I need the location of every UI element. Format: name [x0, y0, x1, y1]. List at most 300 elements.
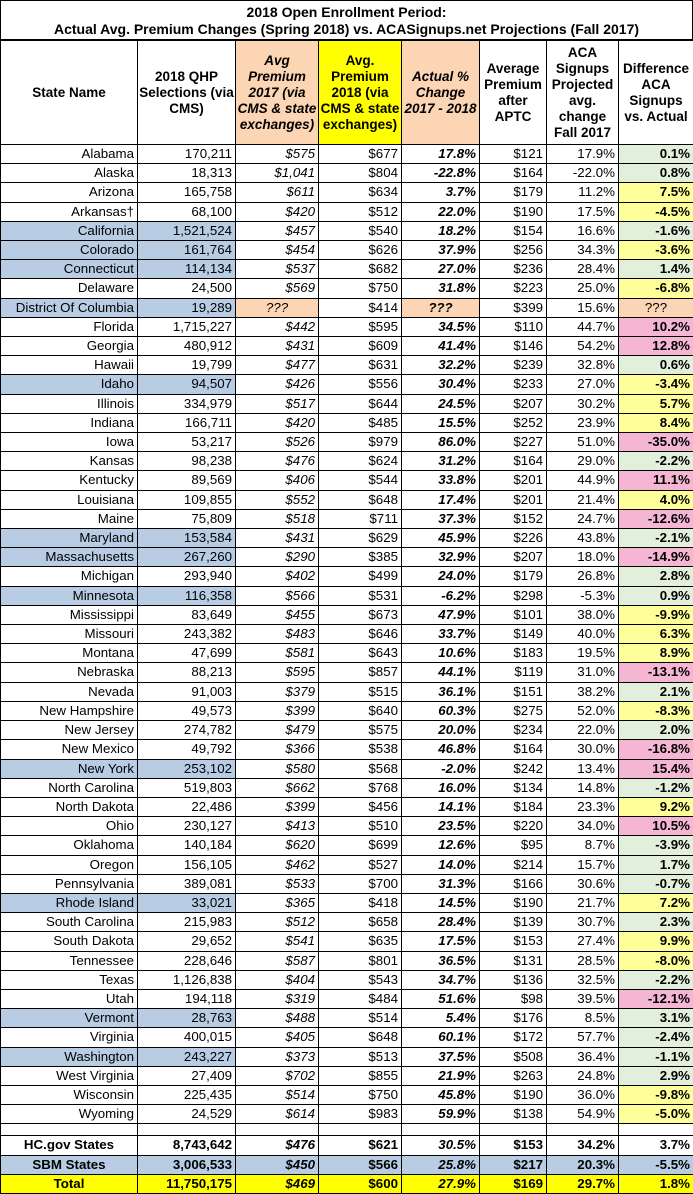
actual-change: -6.2% [402, 586, 480, 605]
qhp-selections: 114,134 [138, 260, 236, 279]
qhp-selections: 28,763 [138, 1009, 236, 1028]
actual-change: 3.7% [402, 183, 480, 202]
qhp-selections: 1,521,524 [138, 221, 236, 240]
premium-after-aptc: $172 [480, 1028, 547, 1047]
table-row [1, 413, 693, 432]
premium-2017: $566 [236, 586, 319, 605]
difference: 10.2% [619, 317, 693, 336]
actual-change: 23.5% [402, 817, 480, 836]
projected-change: 15.7% [547, 855, 619, 874]
state-name: Illinois [1, 394, 138, 413]
difference: -12.6% [619, 509, 693, 528]
header-difference: Difference ACA Signups vs. Actual [619, 41, 693, 145]
state-name: Hawaii [1, 356, 138, 375]
premium-2018: $510 [319, 817, 402, 836]
premium-2017: $406 [236, 471, 319, 490]
premium-2018: $804 [319, 164, 402, 183]
premium-2018: $640 [319, 701, 402, 720]
projected-change: 27.0% [547, 375, 619, 394]
difference: 2.0% [619, 721, 693, 740]
qhp-selections: 33,021 [138, 893, 236, 912]
gap-cell [547, 1124, 619, 1136]
actual-change: 37.9% [402, 241, 480, 260]
premium-2018: $700 [319, 874, 402, 893]
premium-2018: $556 [319, 375, 402, 394]
table-row [1, 317, 693, 336]
summary-body [1, 1124, 693, 1194]
difference: -0.7% [619, 874, 693, 893]
projected-change: 51.0% [547, 433, 619, 452]
premium-2018: $979 [319, 433, 402, 452]
premium-2017: $526 [236, 433, 319, 452]
difference: -14.9% [619, 548, 693, 567]
gap-row [1, 1124, 693, 1136]
qhp-selections: 98,238 [138, 452, 236, 471]
projected-change: 36.4% [547, 1047, 619, 1066]
qhp-selections: 91,003 [138, 682, 236, 701]
premium-after-aptc: $220 [480, 817, 547, 836]
premium-after-aptc: $146 [480, 337, 547, 356]
actual-change: -2.0% [402, 759, 480, 778]
projected-change: 30.2% [547, 394, 619, 413]
difference: -16.8% [619, 740, 693, 759]
table-row [1, 375, 693, 394]
premium-2017: $365 [236, 893, 319, 912]
qhp-selections: 47,699 [138, 644, 236, 663]
qhp-selections: 49,792 [138, 740, 236, 759]
actual-change: ??? [402, 298, 480, 317]
actual-change: 14.1% [402, 797, 480, 816]
difference: -4.5% [619, 202, 693, 221]
state-name: Pennsylvania [1, 874, 138, 893]
summary-aptc: $153 [480, 1136, 547, 1155]
table-row [1, 932, 693, 951]
actual-change: 10.6% [402, 644, 480, 663]
premium-after-aptc: $399 [480, 298, 547, 317]
summary-label: Total [1, 1174, 138, 1193]
premium-2018: $544 [319, 471, 402, 490]
premium-2018: $983 [319, 1105, 402, 1124]
projected-change: 18.0% [547, 548, 619, 567]
premium-2017: $533 [236, 874, 319, 893]
premium-after-aptc: $179 [480, 183, 547, 202]
state-name: North Dakota [1, 797, 138, 816]
premium-after-aptc: $134 [480, 778, 547, 797]
state-name: Idaho [1, 375, 138, 394]
qhp-selections: 94,507 [138, 375, 236, 394]
qhp-selections: 228,646 [138, 951, 236, 970]
summary-aptc: $169 [480, 1174, 547, 1193]
difference: ??? [619, 298, 693, 317]
state-name: Tennessee [1, 951, 138, 970]
difference: 1.7% [619, 855, 693, 874]
difference: -6.8% [619, 279, 693, 298]
qhp-selections: 1,715,227 [138, 317, 236, 336]
state-name: Wyoming [1, 1105, 138, 1124]
premium-2018: $456 [319, 797, 402, 816]
actual-change: 15.5% [402, 413, 480, 432]
table-row [1, 817, 693, 836]
premium-2018: $677 [319, 145, 402, 164]
premium-after-aptc: $234 [480, 721, 547, 740]
premium-2017: $702 [236, 1066, 319, 1085]
qhp-selections: 89,569 [138, 471, 236, 490]
gap-cell [236, 1124, 319, 1136]
projected-change: 8.5% [547, 1009, 619, 1028]
premium-after-aptc: $136 [480, 970, 547, 989]
premium-2017: $569 [236, 279, 319, 298]
projected-change: 39.5% [547, 989, 619, 1008]
premium-2018: $484 [319, 989, 402, 1008]
state-name: Mississippi [1, 605, 138, 624]
state-name: Delaware [1, 279, 138, 298]
premium-after-aptc: $153 [480, 932, 547, 951]
state-name: Minnesota [1, 586, 138, 605]
premium-after-aptc: $164 [480, 164, 547, 183]
projected-change: 21.7% [547, 893, 619, 912]
premium-after-aptc: $154 [480, 221, 547, 240]
state-name: New Jersey [1, 721, 138, 740]
premium-after-aptc: $233 [480, 375, 547, 394]
premium-after-aptc: $183 [480, 644, 547, 663]
premium-2017: $399 [236, 797, 319, 816]
state-name: Oklahoma [1, 836, 138, 855]
table-row [1, 452, 693, 471]
premium-2018: $750 [319, 279, 402, 298]
projected-change: 43.8% [547, 529, 619, 548]
difference: 7.2% [619, 893, 693, 912]
actual-change: 60.3% [402, 701, 480, 720]
actual-change: 31.2% [402, 452, 480, 471]
state-name: Montana [1, 644, 138, 663]
gap-cell [1, 1124, 138, 1136]
premium-2018: $673 [319, 605, 402, 624]
actual-change: 28.4% [402, 913, 480, 932]
difference: -1.2% [619, 778, 693, 797]
premium-2018: $418 [319, 893, 402, 912]
state-name: Missouri [1, 625, 138, 644]
projected-change: 30.0% [547, 740, 619, 759]
premium-2017: $518 [236, 509, 319, 528]
actual-change: 51.6% [402, 989, 480, 1008]
projected-change: 11.2% [547, 183, 619, 202]
projected-change: 34.0% [547, 817, 619, 836]
qhp-selections: 170,211 [138, 145, 236, 164]
premium-after-aptc: $119 [480, 663, 547, 682]
actual-change: 36.1% [402, 682, 480, 701]
actual-change: 36.5% [402, 951, 480, 970]
qhp-selections: 389,081 [138, 874, 236, 893]
projected-change: 15.6% [547, 298, 619, 317]
table-row [1, 241, 693, 260]
projected-change: 57.7% [547, 1028, 619, 1047]
premium-after-aptc: $164 [480, 452, 547, 471]
header-premium-2017: Avg Premium 2017 (via CMS & state exchanges) [236, 41, 319, 145]
difference: 7.5% [619, 183, 693, 202]
premium-after-aptc: $184 [480, 797, 547, 816]
premium-after-aptc: $138 [480, 1105, 547, 1124]
premium-2018: $646 [319, 625, 402, 644]
difference: 0.8% [619, 164, 693, 183]
state-name: Texas [1, 970, 138, 989]
table-row [1, 490, 693, 509]
premium-after-aptc: $131 [480, 951, 547, 970]
state-name: District Of Columbia [1, 298, 138, 317]
premium-after-aptc: $110 [480, 317, 547, 336]
state-name: Michigan [1, 567, 138, 586]
summary-diff: -5.5% [619, 1155, 693, 1174]
actual-change: 14.5% [402, 893, 480, 912]
projected-change: 38.2% [547, 682, 619, 701]
actual-change: 59.9% [402, 1105, 480, 1124]
premium-2018: $385 [319, 548, 402, 567]
premium-2018: $768 [319, 778, 402, 797]
actual-change: 18.2% [402, 221, 480, 240]
table-row [1, 778, 693, 797]
premium-2018: $711 [319, 509, 402, 528]
table-row [1, 337, 693, 356]
premium-2017: $541 [236, 932, 319, 951]
qhp-selections: 225,435 [138, 1085, 236, 1104]
difference: -8.3% [619, 701, 693, 720]
premium-2018: $485 [319, 413, 402, 432]
table-row [1, 145, 693, 164]
premium-2017: $426 [236, 375, 319, 394]
qhp-selections: 480,912 [138, 337, 236, 356]
title-line-1: 2018 Open Enrollment Period: [1, 4, 692, 21]
table-body [1, 145, 693, 1124]
premium-2018: $643 [319, 644, 402, 663]
actual-change: 20.0% [402, 721, 480, 740]
premium-after-aptc: $239 [480, 356, 547, 375]
premium-2018: $857 [319, 663, 402, 682]
title-line-2: Actual Avg. Premium Changes (Spring 2018) vs. ACASignups.net Projections (Fall 2017) [1, 21, 692, 38]
table-row [1, 701, 693, 720]
difference: 6.3% [619, 625, 693, 644]
state-name: California [1, 221, 138, 240]
premium-2018: $499 [319, 567, 402, 586]
qhp-selections: 334,979 [138, 394, 236, 413]
summary-label: SBM States [1, 1155, 138, 1174]
projected-change: 28.4% [547, 260, 619, 279]
premium-2017: $483 [236, 625, 319, 644]
actual-change: 41.4% [402, 337, 480, 356]
premium-after-aptc: $242 [480, 759, 547, 778]
premium-after-aptc: $275 [480, 701, 547, 720]
premium-2017: $455 [236, 605, 319, 624]
qhp-selections: 194,118 [138, 989, 236, 1008]
premium-2018: $414 [319, 298, 402, 317]
premium-2017: $514 [236, 1085, 319, 1104]
premium-after-aptc: $190 [480, 893, 547, 912]
premium-after-aptc: $227 [480, 433, 547, 452]
projected-change: 38.0% [547, 605, 619, 624]
qhp-selections: 83,649 [138, 605, 236, 624]
summary-qhp: 11,750,175 [138, 1174, 236, 1193]
qhp-selections: 156,105 [138, 855, 236, 874]
table-row [1, 221, 693, 240]
qhp-selections: 75,809 [138, 509, 236, 528]
projected-change: 29.0% [547, 452, 619, 471]
qhp-selections: 88,213 [138, 663, 236, 682]
table-row [1, 836, 693, 855]
state-name: Oregon [1, 855, 138, 874]
premium-2017: $476 [236, 452, 319, 471]
difference: 12.8% [619, 337, 693, 356]
premium-2017: $614 [236, 1105, 319, 1124]
table-row [1, 1028, 693, 1047]
premium-after-aptc: $263 [480, 1066, 547, 1085]
actual-change: 44.1% [402, 663, 480, 682]
qhp-selections: 243,227 [138, 1047, 236, 1066]
table-row [1, 682, 693, 701]
premium-2018: $624 [319, 452, 402, 471]
projected-change: 31.0% [547, 663, 619, 682]
premium-2017: $431 [236, 337, 319, 356]
table-row [1, 471, 693, 490]
qhp-selections: 140,184 [138, 836, 236, 855]
table-row [1, 759, 693, 778]
difference: -3.9% [619, 836, 693, 855]
premium-2018: $575 [319, 721, 402, 740]
state-name: Arizona [1, 183, 138, 202]
actual-change: 17.8% [402, 145, 480, 164]
actual-change: 17.5% [402, 932, 480, 951]
premium-2018: $682 [319, 260, 402, 279]
difference: -3.4% [619, 375, 693, 394]
premium-2017: $404 [236, 970, 319, 989]
projected-change: -5.3% [547, 586, 619, 605]
summary-row-sbm [1, 1155, 693, 1174]
difference: 0.1% [619, 145, 693, 164]
qhp-selections: 166,711 [138, 413, 236, 432]
difference: 2.8% [619, 567, 693, 586]
difference: -8.0% [619, 951, 693, 970]
premium-2017: $402 [236, 567, 319, 586]
state-name: Vermont [1, 1009, 138, 1028]
premium-after-aptc: $121 [480, 145, 547, 164]
qhp-selections: 519,803 [138, 778, 236, 797]
qhp-selections: 53,217 [138, 433, 236, 452]
table-row [1, 855, 693, 874]
actual-change: 37.5% [402, 1047, 480, 1066]
qhp-selections: 230,127 [138, 817, 236, 836]
premium-2018: $629 [319, 529, 402, 548]
actual-change: 30.4% [402, 375, 480, 394]
header-row [1, 41, 693, 145]
premium-after-aptc: $298 [480, 586, 547, 605]
table-row [1, 509, 693, 528]
state-name: Utah [1, 989, 138, 1008]
state-name: Colorado [1, 241, 138, 260]
table-row [1, 605, 693, 624]
table-row [1, 164, 693, 183]
premium-after-aptc: $95 [480, 836, 547, 855]
qhp-selections: 253,102 [138, 759, 236, 778]
premium-2018: $634 [319, 183, 402, 202]
projected-change: 8.7% [547, 836, 619, 855]
premium-after-aptc: $101 [480, 605, 547, 624]
premium-2018: $513 [319, 1047, 402, 1066]
premium-2018: $514 [319, 1009, 402, 1028]
summary-row-hc [1, 1136, 693, 1155]
summary-premium-2017: $450 [236, 1155, 319, 1174]
state-name: Nevada [1, 682, 138, 701]
premium-2017: $479 [236, 721, 319, 740]
header-premium-2018: Avg. Premium 2018 (via CMS & state exchanges) [319, 41, 402, 145]
premium-after-aptc: $508 [480, 1047, 547, 1066]
difference: -1.1% [619, 1047, 693, 1066]
projected-change: 26.8% [547, 567, 619, 586]
premium-2017: $488 [236, 1009, 319, 1028]
state-name: Indiana [1, 413, 138, 432]
projected-change: 19.5% [547, 644, 619, 663]
summary-change: 27.9% [402, 1174, 480, 1193]
qhp-selections: 400,015 [138, 1028, 236, 1047]
table-row [1, 356, 693, 375]
projected-change: 30.6% [547, 874, 619, 893]
premium-2017: $620 [236, 836, 319, 855]
actual-change: 31.8% [402, 279, 480, 298]
header-qhp: 2018 QHP Selections (via CMS) [138, 41, 236, 145]
state-name: Wisconsin [1, 1085, 138, 1104]
summary-premium-2018: $621 [319, 1136, 402, 1155]
premium-2018: $635 [319, 932, 402, 951]
qhp-selections: 18,313 [138, 164, 236, 183]
actual-change: 46.8% [402, 740, 480, 759]
table-row [1, 279, 693, 298]
premium-2018: $658 [319, 913, 402, 932]
premium-2018: $750 [319, 1085, 402, 1104]
difference: 0.6% [619, 356, 693, 375]
table-row [1, 1066, 693, 1085]
premium-2017: $399 [236, 701, 319, 720]
actual-change: 5.4% [402, 1009, 480, 1028]
actual-change: 45.8% [402, 1085, 480, 1104]
state-name: North Carolina [1, 778, 138, 797]
summary-projected: 34.2% [547, 1136, 619, 1155]
projected-change: 32.5% [547, 970, 619, 989]
premium-2017: ??? [236, 298, 319, 317]
difference: -2.4% [619, 1028, 693, 1047]
actual-change: 14.0% [402, 855, 480, 874]
projected-change: 22.0% [547, 721, 619, 740]
table-row [1, 1085, 693, 1104]
projected-change: 17.5% [547, 202, 619, 221]
premium-2017: $420 [236, 202, 319, 221]
table-row [1, 567, 693, 586]
state-name: Florida [1, 317, 138, 336]
premium-after-aptc: $207 [480, 394, 547, 413]
summary-qhp: 3,006,533 [138, 1155, 236, 1174]
table-row [1, 893, 693, 912]
premium-2018: $801 [319, 951, 402, 970]
premium-2017: $517 [236, 394, 319, 413]
state-name: Virginia [1, 1028, 138, 1047]
table-row [1, 183, 693, 202]
actual-change: 32.9% [402, 548, 480, 567]
qhp-selections: 243,382 [138, 625, 236, 644]
premium-2018: $855 [319, 1066, 402, 1085]
state-name: Kentucky [1, 471, 138, 490]
table-row [1, 394, 693, 413]
premium-2018: $540 [319, 221, 402, 240]
projected-change: 54.2% [547, 337, 619, 356]
premium-2018: $515 [319, 682, 402, 701]
difference: 11.1% [619, 471, 693, 490]
actual-change: 33.7% [402, 625, 480, 644]
projected-change: 44.7% [547, 317, 619, 336]
